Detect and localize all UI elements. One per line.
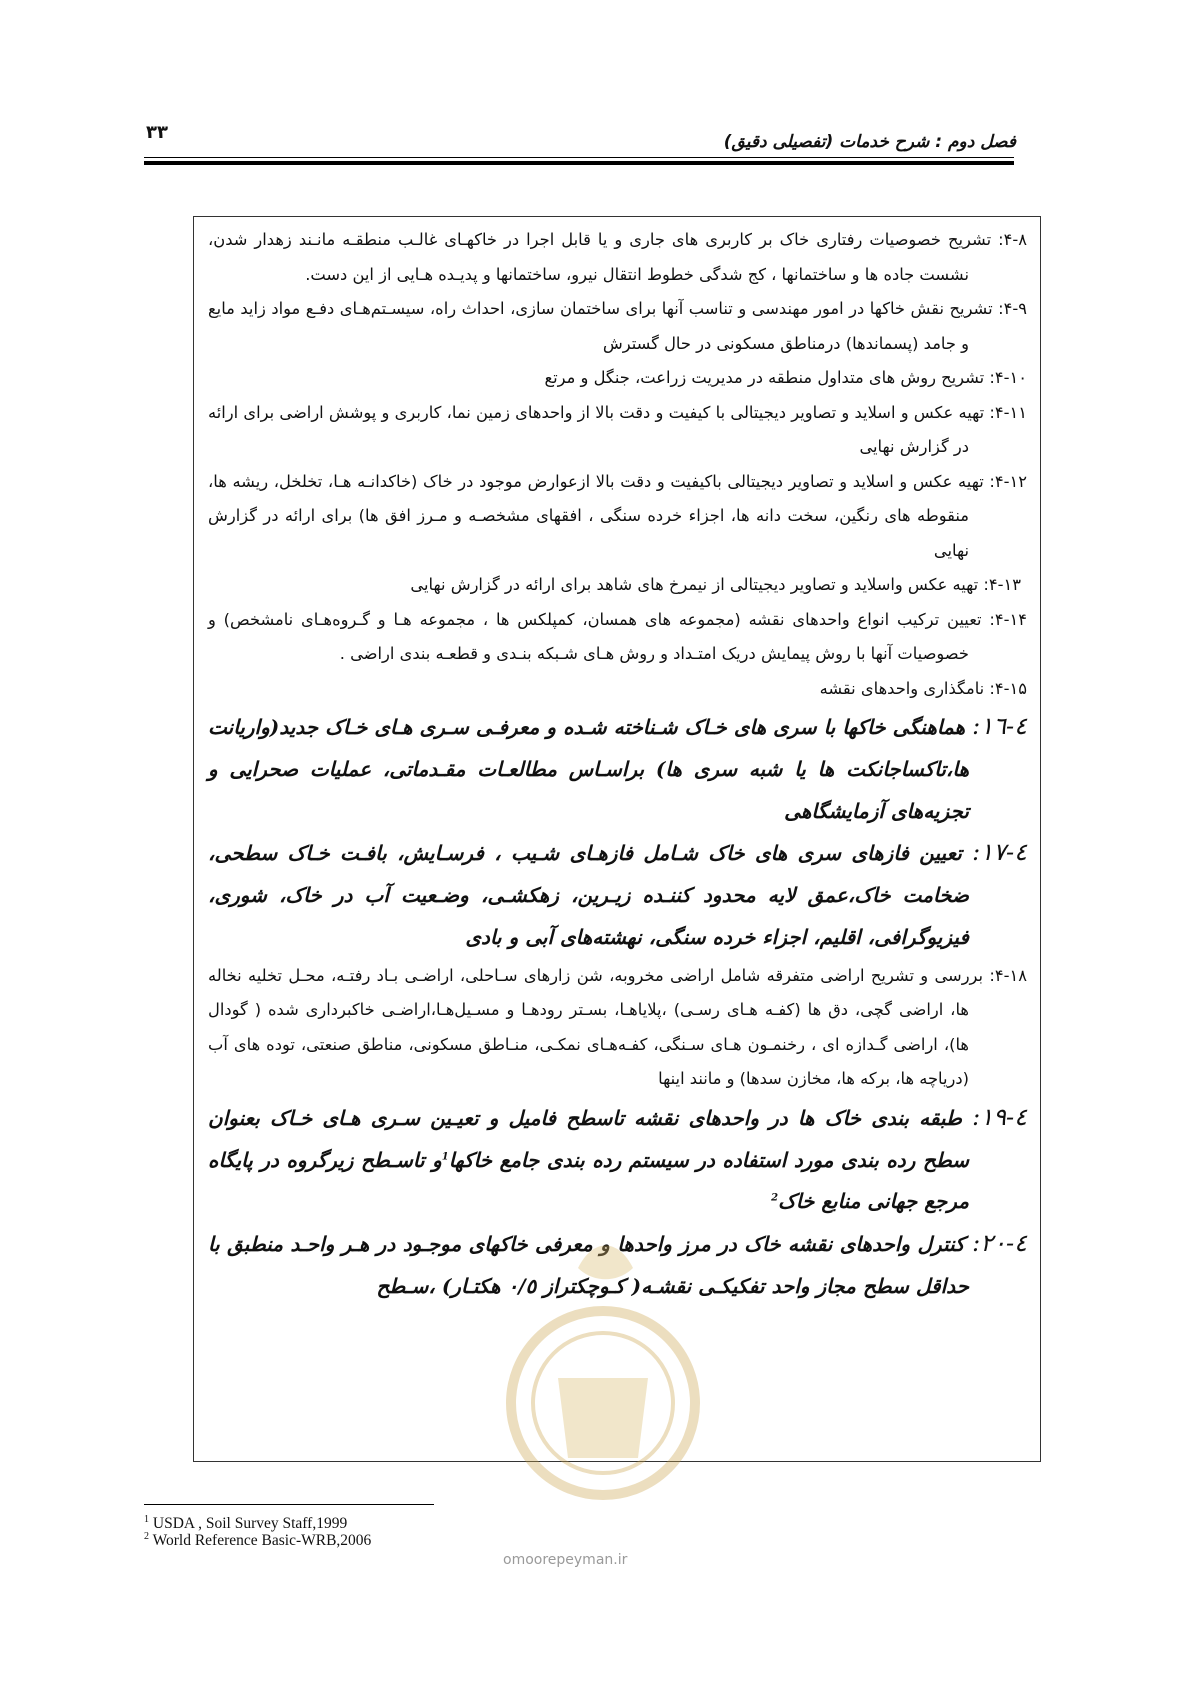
- item-text: نامگذاری واحدهای نقشه: [819, 678, 990, 698]
- footnote-text: USDA , Soil Survey Staff,1999: [149, 1515, 348, 1532]
- item-text: تشریح خصوصیات رفتاری خاک بر کاربری های جاری و یا قابل اجرا در خاکهـای غالـب منطقـه مانـند زهدار شدن، نشست جاده ها و ساختمانها ، کج شدگی خطوط انتقال نیرو، ساختمانها و پدیـده هـایی از این دست.: [208, 230, 999, 284]
- list-item: [208, 396, 1027, 465]
- footnote-number: 1: [144, 1513, 149, 1525]
- list-item: [208, 568, 1027, 603]
- item-text: تعیین ترکیب انواع واحدهای نقشه (مجموعه های همسان، کمپلکس ها ، مجموعه هـا و گـروه‌هـای نامشخص) و خصوصیات آنها با روش پیمایش دریک امتـداد و روش هـای شـبکه بنـدی و قطعـه بندی اراضی .: [208, 609, 990, 663]
- footnote-number: 2: [144, 1530, 149, 1542]
- header-rule-thin: [144, 157, 1014, 158]
- item-number: ۴-۱۸:: [989, 965, 1027, 985]
- item-number: ۴-۸:: [998, 230, 1027, 249]
- item-number: ٤-١٩:: [972, 1102, 1027, 1131]
- footnote-ref[interactable]: 2: [771, 1192, 779, 1204]
- item-number: ٤-٢٠:: [972, 1229, 1027, 1258]
- list-item: [208, 361, 1027, 396]
- item-text: تعیین فازهای سری های خاک شـامل فازهـای شـیب ، فرسـایش، بافـت خـاک سطحی، ضخامت خاک،عمق لایه محدود کننـده زیـرین، زهکشـی، وضـعیت آب در خاک، شوری، فیزیوگرافی، اقلیم، اجزاء خرده سنگی، نهشته‌های آبی و بادی: [208, 841, 973, 949]
- footnote-rule: [144, 1504, 434, 1505]
- footnotes: [144, 1515, 371, 1549]
- item-text: کنترل واحدهای نقشه خاک در مرز واحدها و معرفی خاکهای موجـود در هـر واحـد منطبق با حداقل سطح مجاز واحد تفکیکـی نقشـه( کـوچکتراز ٠/٥ هکتـار) ،سـطح: [208, 1232, 973, 1298]
- item-number: ۴-۱۳:: [983, 575, 1021, 594]
- watermark-text: omoorepeyman.ir: [503, 1552, 628, 1568]
- footnote: [144, 1532, 371, 1549]
- footnote-ref[interactable]: 1: [441, 1150, 449, 1162]
- bold-list-item: [208, 706, 1027, 832]
- bold-list-item: [208, 1097, 1027, 1223]
- item-number: ٤-١٧:: [972, 838, 1027, 867]
- item-number: ۴-۱۱:: [989, 402, 1027, 422]
- header-rule-thick: [144, 161, 1014, 165]
- list-item: [208, 959, 1027, 1097]
- list-item: [208, 672, 1027, 707]
- item-text: تهیه عکس و اسلاید و تصاویر دیجیتالی باکیفیت و دقت بالا ازعوارض موجود در خاک (خاکدانـه هـا، تخلخل، ریشه ها، منقوطه های رنگین، سخت دانه ها، اجزاء خرده سنگی ، افقهای مشخصـه و مـرز افق ها) برای ارائه در گزارش نهایی: [208, 471, 990, 560]
- list-item: [208, 603, 1027, 672]
- page-header: [146, 118, 1016, 174]
- item-number: ۴-۱۵:: [989, 678, 1027, 698]
- item-number: ۴-۱۴:: [989, 609, 1027, 629]
- footnote: [144, 1515, 371, 1532]
- item-text: تشریح نقش خاکها در امور مهندسی و تناسب آنها برای ساختمان سازی، احداث راه، سیسـتم‌هـای دفـع مواد زاید مایع و جامد (پسماندها) درمناطق مسکونی در حال گسترش: [208, 299, 999, 353]
- item-number: ۴-۹:: [998, 299, 1027, 318]
- item-text: و تاسـطح زیرگروه در پایگاه مرجع جهانی منابع خاک: [208, 1147, 969, 1214]
- item-number: ۴-۱۰:: [989, 368, 1027, 387]
- list-item: [208, 292, 1027, 361]
- item-text: بررسی و تشریح اراضی متفرقه شامل اراضی مخروبه، شن زارهای سـاحلی، اراضـی بـاد رفتـه، محـل تخلیه نخاله ها، اراضی گچی، دق ها (کفـه هـای رسـی) ،پلایاهـا، بسـتر رودهـا و مسـیل‌هـا،اراضـی خاکبرداری شده ( گودال ها)، اراضی گـدازه ای ، رخنمـون هـای سـنگی، کفـه‌هـای نمکـی، منـاطق مسکونی، مناطق صنعتی، توده های آب (دریاچه ها، برکه ها، مخازن سدها) و مانند اینها: [208, 965, 990, 1089]
- item-text: تهیه عکس واسلاید و تصاویر دیجیتالی از نیمرخ های شاهد برای ارائه در گزارش نهایی: [410, 575, 984, 594]
- bold-list-item: [208, 832, 1027, 958]
- item-number: ۴-۱۲:: [989, 471, 1027, 491]
- list-item: [208, 223, 1027, 292]
- watermark-seal-icon: [498, 1228, 708, 1528]
- list-item: [208, 465, 1027, 569]
- item-text: تشریح روش های متداول منطقه در مدیریت زراعت، جنگل و مرتع: [544, 368, 990, 387]
- item-number: ٤-١٦:: [972, 712, 1027, 740]
- content: [194, 217, 1040, 1308]
- chapter-title: فصل دوم : شرح خدمات (تفصیلی دقیق): [723, 132, 1016, 152]
- item-text: هماهنگی خاکها با سری های خـاک شـناخته شـده و معرفـی سـری هـای خـاک جدید(واریانت ها،تاکساجانکت ها یا شبه سری ها) براسـاس مطالعـات مقـدماتی، عملیات صحرایی و تجزیه‌های آزمایشگاهی: [208, 715, 973, 823]
- footnote-text: World Reference Basic-WRB,2006: [149, 1532, 372, 1549]
- item-text: طبقه بندی خاک ها در واحدهای نقشه تاسطح فامیل و تعیـین سـری هـای خـاک بعنوان سطح رده بندی مورد استفاده در سیستم رده بندی جامع خاکها: [208, 1105, 973, 1172]
- page-number: ۳۳: [146, 122, 168, 143]
- item-text: تهیه عکس و اسلاید و تصاویر دیجیتالی با کیفیت و دقت بالا از واحدهای زمین نما، کاربری و پوشش اراضی برای ارائه در گزارش نهایی: [208, 402, 990, 456]
